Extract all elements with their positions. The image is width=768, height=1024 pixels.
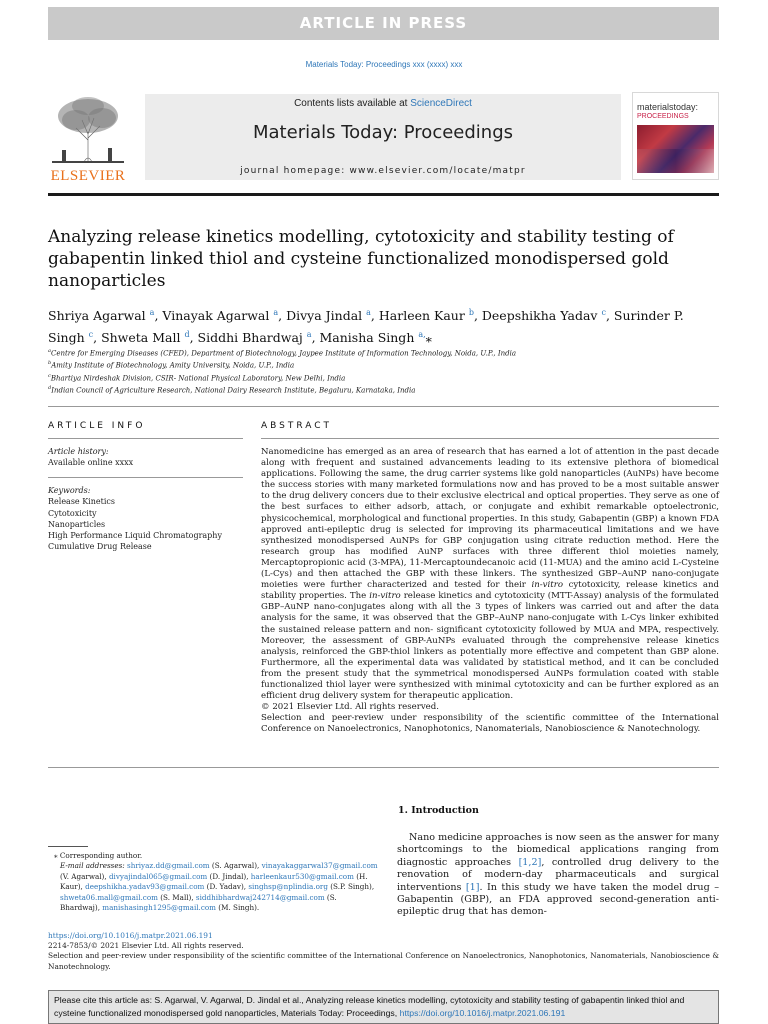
article-footer — [48, 931, 719, 972]
footer-peer-review: Selection and peer-review under responsibility of the scientific committee of the International Conference on Nanoelectronics, Nanophotonics, Nanomaterials, Nanobioscience & Nanotechnology. — [48, 951, 719, 971]
publisher-name: ELSEVIER — [50, 168, 126, 184]
citation-doi-link[interactable]: https://doi.org/10.1016/j.matpr.2021.06.191 — [399, 1007, 566, 1018]
abstract-copyright: © 2021 Elsevier Ltd. All rights reserved. — [261, 702, 439, 713]
journal-citation-link[interactable]: Materials Today: Proceedings xxx (xxxx) xxx — [305, 60, 463, 69]
affiliation-d: $^d$Indian Council of Agriculture Research, National Dairy Research Institute, Begaluru, Karnataka, India — [48, 384, 416, 395]
history-rule — [48, 477, 243, 478]
affiliations — [48, 346, 719, 395]
journal-cover-thumbnail[interactable] — [632, 92, 719, 180]
keyword-item: Nanoparticles — [48, 519, 106, 529]
keyword-item: Cumulative Drug Release — [48, 542, 152, 552]
citation-box — [48, 990, 719, 1024]
article-in-press-banner: ARTICLE IN PRESS — [48, 7, 719, 40]
article-info-rule — [48, 438, 243, 439]
sciencedirect-link[interactable]: ScienceDirect — [410, 98, 472, 109]
affiliation-a: $^a$Centre for Emerging Diseases (CFED), Department of Biotechnology, Jaypee Institute of Information Technology, Noida, U.P., India — [48, 348, 516, 358]
author-list: Shriya Agarwal $^a$, Vinayak Agarwal $^a$, Divya Jindal $^a$, Harleen Kaur $^b$, Deepshikha Yadav $^c$, Surinder P. Singh $^c$, Shweta Mall $^d$, Siddhi Bhardwaj $^a$, Manisha Singh $^{a,}$⁎ — [48, 308, 684, 346]
masthead-divider — [48, 193, 719, 196]
issn-copyright: 2214-7853/© 2021 Elsevier Ltd. All rights reserved. — [48, 941, 244, 951]
introduction-text: Nano medicine approaches is now seen as the answer for many shortcomings to the biomedical applications ranging from diagnostic approaches [1,2], controlled drug delivery to the renovation of modern-day pharmaceuticals and surgical interventions [1]. In this study we have taken the model drug – Gabapentin (GBP), an FDA approved second-generation anti-epileptic drug that has demon- — [397, 832, 719, 918]
abstract-heading: ABSTRACT — [261, 421, 333, 431]
cover-artwork-overlay — [637, 149, 714, 173]
affiliation-b: $^b$Amity Institute of Biotechnology, Amity University, Noida, U.P., India — [48, 360, 295, 370]
journal-masthead — [48, 88, 719, 184]
introduction-heading: 1. Introduction — [398, 805, 479, 816]
elsevier-tree-icon — [48, 92, 128, 166]
contents-available-line: Contents lists available at ScienceDirect — [294, 98, 472, 109]
cover-title: materialstoday: — [637, 102, 699, 112]
article-info-heading: ARTICLE INFO — [48, 421, 146, 431]
keyword-item: Release Kinetics — [48, 497, 115, 507]
abstract-body — [261, 447, 719, 735]
footnote-rule — [48, 846, 88, 847]
abstract-end-rule — [48, 767, 719, 768]
citation-text: Please cite this article as: S. Agarwal, V. Agarwal, D. Jindal et al., Analyzing release kinetics modelling, cytotoxicity and stability testing of gabapentin linked thiol and cysteine functionalized monodispersed gold nanoparticles, Materials Today: Proceedings, — [54, 995, 685, 1018]
affiliation-c: $^c$Bhartiya Nirdeshak Division, CSIR- National Physical Laboratory, New Delhi, India — [48, 372, 346, 382]
journal-title: Materials Today: Proceedings — [253, 122, 513, 143]
corresponding-author-note: ⁎ Corresponding author. E-mail addresses: shriyaz.dd@gmail.com (S. Agarwal), vinayakaggarwal37@gmail.com (V. Agarwal), divyajindal065@gmail.com (D. Jindal), harleenkaur530@gmail.com (H. Kaur), deepshikha.yadav93@gmail.com (D. Yadav), singhsp@nplindia.org (S.P. Singh), shweta06.mall@gmail.com (S. Mall), siddhibhardwaj242714@gmail.com (S. Bhardwaj), manishasingh1295@gmail.com (M. Singh). — [48, 851, 378, 913]
section-divider — [48, 406, 719, 407]
elsevier-logo[interactable] — [48, 92, 128, 182]
article-history: Article history: Available online xxxx — [48, 447, 134, 467]
cover-subtitle: PROCEEDINGS — [637, 113, 689, 120]
abstract-text: Nanomedicine has emerged as an area of research that has earned a lot of attention in the past decade along with frequent and sustained advancements leading to its extensive plethora of biomedical applications. Following the same, the drug carrier systems like gold nanoparticles (AuNPs) have become the success stories with many marketed formulations now and has proved to be a most suitable answer to the drug delivery concers due to their exclusive electrical and optical properties. They serve as one of the best surfaces to either adsorb, attach, or conjugate and exhibit remarkable optoelectronic, physicochemical, morphological and functional properties. In this study, Gabapentin (GBP) a known FDA approved anti-epileptic drug is selected for improving its pharmaceutical limitations and we have synthesized monodispersed AuNPs for GBP conjugation using citrate reduction method. Here the research group has modified AuNP surfaces with three different thiol moieties namely, Mercaptopropionic acid (3-MPA), 11-Mercaptoundecanoic acid (11-MUA) and the amino acid L-Cysteine (L-Cys) and then attached the GBP with these linkers. The synthesized GBP–AuNP nano-conjugate moieties were further characterized and tested for their in-vitro cytotoxicity, release kinetics and stability properties. The in-vitro release kinetics and cytotoxicity (MTT-Assay) analysis of the formulated GBP–AuNP nano-conjugates along with all the 3 types of linkers was carried out and after the data analysis for the same, it was observed that the GBP–AuNP nano-conjugate with L-Cys linker exhibited the sustained release pattern and non- significant cytotoxicity followed by MUA and MPA, respectively. Moreover, the assessment of GBP-AuNPs evaluated through the comprehensive release kinetics analysis, reinforced the GBP-thiol linkers as potentially more effective and competent than GBP alone. Furthermore, all the experimental data was validated by statistical method, and it can be concluded from the present study that the symmetrical monodispersed AuNPs formulation coated with stable functionalized thiol layer were synthesized with minimal cytotoxicity and can be further explored as an efficient drug delivery system for therapeutic application. — [261, 447, 720, 702]
article-title: Analyzing release kinetics modelling, cytotoxicity and stability testing of gabapentin linked thiol and cysteine functionalized monodispersed gold nanoparticles — [48, 227, 674, 291]
doi-link[interactable]: https://doi.org/10.1016/j.matpr.2021.06.191 — [48, 931, 213, 940]
journal-homepage[interactable]: journal homepage: www.elsevier.com/locate/matpr — [240, 166, 526, 176]
keyword-list: Keywords: Release Kinetics Cytotoxicity Nanoparticles High Performance Liquid Chromatography Cumulative Drug Release — [48, 485, 243, 553]
journal-header-panel — [145, 94, 621, 180]
author-emails: E-mail addresses: shriyaz.dd@gmail.com (S. Agarwal), vinayakaggarwal37@gmail.com (V. Agarwal), divyajindal065@gmail.com (D. Jindal), harleenkaur530@gmail.com (H. Kaur), deepshikha.yadav93@gmail.com (D. Yadav), singhsp@nplindia.org (S.P. Singh), shweta06.mall@gmail.com (S. Mall), siddhibhardwaj242714@gmail.com (S. Bhardwaj), manishasingh1295@gmail.com (M. Singh). — [60, 861, 378, 913]
keyword-item: Cytotoxicity — [48, 508, 97, 518]
abstract-rule — [261, 438, 719, 439]
abstract-peer-review: Selection and peer-review under responsibility of the scientific committee of the International Conference on Nanoelectronics, Nanophotonics, Nanomaterials, Nanobioscience & Nanotechnology. — [261, 713, 719, 735]
keyword-item: High Performance Liquid Chromatography — [48, 531, 222, 541]
